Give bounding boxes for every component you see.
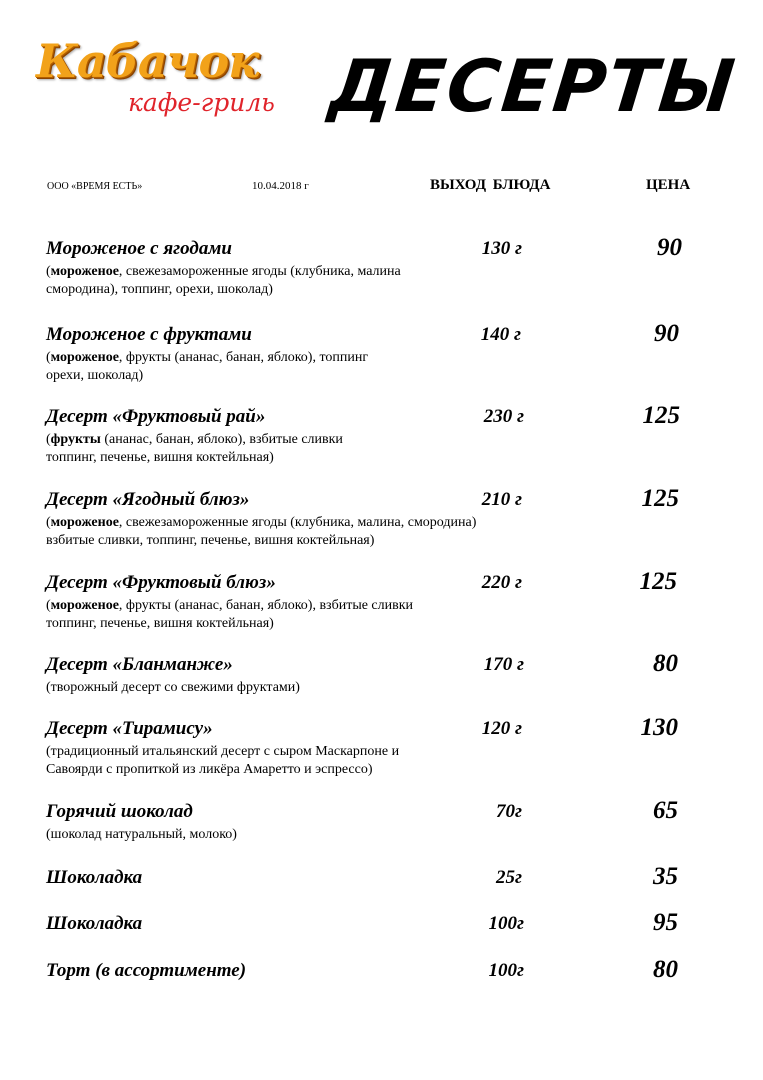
menu-item [46, 714, 736, 777]
menu-item-price: 130 [640, 714, 678, 741]
menu-item [46, 863, 736, 890]
menu-item-name: Шоколадка [46, 867, 143, 888]
main-ingredient: мороженое [50, 264, 119, 279]
menu-item-name: Шоколадка [46, 913, 143, 934]
menu-item-price: 65 [653, 797, 678, 824]
menu-item-weight: 220 г [481, 572, 522, 593]
menu-item [46, 797, 736, 842]
menu-item-name: Десерт «Бланманже» [46, 654, 233, 675]
menu-item-name: Горячий шоколад [46, 801, 193, 822]
menu-item-name: Мороженое с ягодами [46, 238, 232, 259]
ingredients-text: , фрукты (ананас, банан, яблоко), топпинг орехи, шоколад) [46, 350, 369, 383]
menu-item-weight: 230 г [483, 406, 524, 427]
menu-item-price: 95 [653, 909, 678, 936]
menu-item-price: 80 [653, 956, 678, 983]
menu-item-weight: 140 г [480, 324, 521, 345]
menu-item-description [46, 597, 536, 633]
menu-item-weight: 120 г [481, 718, 522, 739]
menu-item-weight: 130 г [481, 238, 522, 259]
menu-item-description [46, 349, 536, 385]
description-open-paren: ( [46, 264, 51, 279]
description-open-paren: ( [46, 350, 51, 365]
menu-item-weight: 100г [488, 913, 524, 934]
ingredients-text: (шоколад натуральный, молоко) [46, 827, 237, 842]
main-ingredient: мороженое [50, 350, 119, 365]
menu-date: 10.04.2018 г [252, 180, 309, 192]
logo-wordmark: Кабачок [36, 34, 259, 88]
description-open-paren: ( [46, 515, 51, 530]
description-open-paren: ( [46, 598, 51, 613]
menu-item-weight: 210 г [481, 489, 522, 510]
menu-item-price: 125 [642, 402, 680, 429]
ingredients-text: (творожный десерт со свежими фруктами) [46, 680, 300, 695]
ingredients-text: , фрукты (ананас, банан, яблоко), взбитые сливки топпинг, печенье, вишня коктейльная) [46, 598, 414, 631]
menu-item-price: 35 [653, 863, 678, 890]
menu-item [46, 909, 736, 936]
cafe-logo [36, 34, 296, 124]
menu-item-name: Десерт «Тирамису» [46, 718, 213, 739]
menu-item-name: Десерт «Фруктовый блюз» [46, 572, 276, 593]
menu-item-description [46, 263, 536, 299]
menu-item-description [46, 743, 536, 779]
organization-name: ООО «ВРЕМЯ ЕСТЬ» [47, 181, 143, 192]
menu-item-weight: 70г [495, 801, 522, 822]
menu-item [46, 956, 736, 983]
ingredients-text: (ананас, банан, яблоко), взбитые сливки топпинг, печенье, вишня коктейльная) [46, 432, 343, 465]
column-header-weight: ВЫХОД БЛЮДА [430, 177, 551, 193]
menu-item-description [46, 679, 536, 697]
menu-item-weight: 170 г [483, 654, 524, 675]
menu-item-description [46, 431, 536, 467]
menu-item [46, 568, 736, 631]
description-open-paren: ( [46, 432, 51, 447]
ingredients-text: , свежезамороженные ягоды (клубника, малина смородина), топпинг, орехи, шоколад) [46, 264, 401, 297]
menu-item [46, 402, 736, 465]
menu-item-price: 80 [653, 650, 678, 677]
main-ingredient: фрукты [50, 432, 101, 447]
column-header-price: ЦЕНА [646, 177, 691, 193]
menu-item-price: 125 [639, 568, 677, 595]
menu-item-weight: 100г [488, 960, 524, 981]
menu-item-weight: 25г [495, 867, 522, 888]
main-ingredient: мороженое [50, 515, 119, 530]
menu-item-price: 125 [641, 485, 679, 512]
main-ingredient: мороженое [50, 598, 119, 613]
menu-item-description [46, 826, 536, 844]
ingredients-text: (традиционный итальянский десерт с сыром Маскарпоне и Савоярди с пропиткой из ликёра Амаретто и эспрессо) [46, 744, 400, 777]
menu-item [46, 485, 736, 548]
ingredients-text: , свежезамороженные ягоды (клубника, малина, смородина) взбитые сливки, топпинг, печенье, вишня коктейльная) [46, 515, 477, 548]
menu-item-description [46, 514, 536, 550]
page-title: ДЕСЕРТЫ [325, 44, 741, 128]
menu-item-price: 90 [654, 320, 679, 347]
logo-tagline: кафе-гриль [128, 88, 275, 117]
menu-item-name: Мороженое с фруктами [46, 324, 252, 345]
menu-item [46, 650, 736, 695]
menu-item [46, 234, 736, 297]
menu-item-name: Торт (в ассортименте) [46, 960, 247, 981]
menu-item-name: Десерт «Фруктовый рай» [46, 406, 266, 427]
menu-item-name: Десерт «Ягодный блюз» [46, 489, 250, 510]
menu-item [46, 320, 736, 383]
menu-item-price: 90 [657, 234, 682, 261]
